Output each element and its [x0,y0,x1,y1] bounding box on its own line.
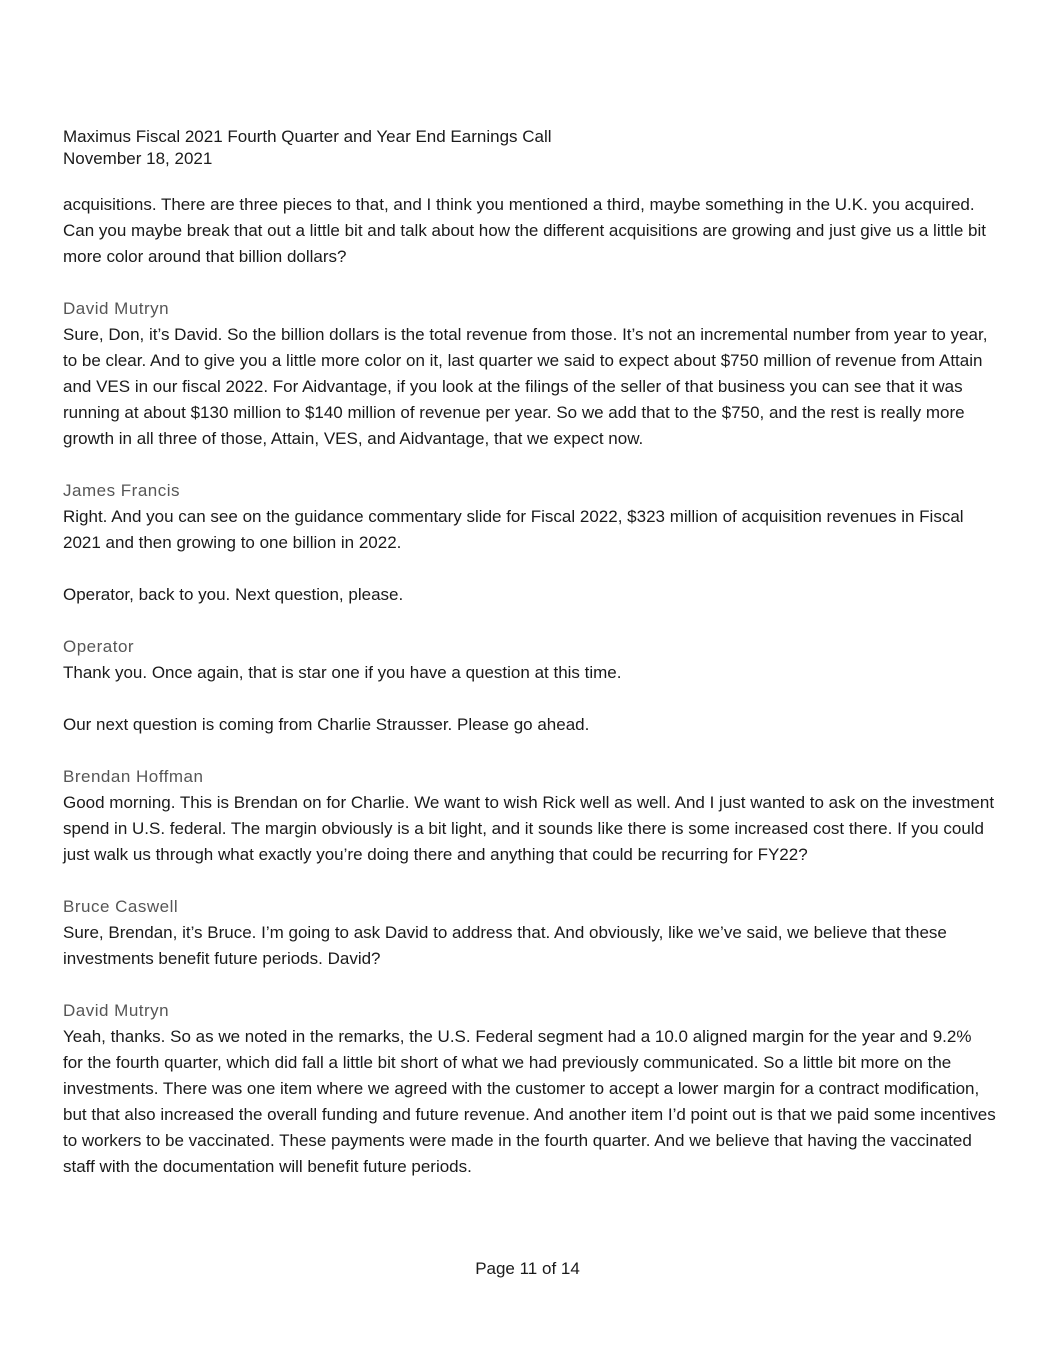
transcript-paragraph: Good morning. This is Brendan on for Charlie. We want to wish Rick well as well. And I just wanted to ask on the investment spend in U.S. federal. The margin obviously is a bit light, and it sounds like there is some increased cost there. If you could just walk us through what exactly you’re doing there and anything that could be recurring for FY22? [63,793,995,864]
page-content [63,126,996,1180]
transcript-paragraph: Sure, Brendan, it’s Bruce. I’m going to ask David to address that. And obviously, like we’ve said, we believe that these investments benefit future periods. David? [63,923,947,968]
transcript-paragraph: acquisitions. There are three pieces to that, and I think you mentioned a third, maybe something in the U.K. you acquired. Can you maybe break that out a little bit and talk about how the different acquisitions are growing and just give us a little bit more color around that billion dollars? [63,195,986,266]
transcript-paragraph: Right. And you can see on the guidance commentary slide for Fiscal 2022, $323 million of acquisition revenues in Fiscal 2021 and then growing to one billion in 2022. [63,507,964,552]
transcript-paragraph: Operator, back to you. Next question, please. [63,585,404,604]
page-footer [0,1256,1055,1282]
document-title: Maximus Fiscal 2021 Fourth Quarter and Year End Earnings Call [63,127,552,146]
transcript-paragraph: Our next question is coming from Charlie Strausser. Please go ahead. [63,715,590,734]
transcript-paragraph: Sure, Don, it’s David. So the billion dollars is the total revenue from those. It’s not an incremental number from year to year, to be clear. And to give you a little more color on it, last quarter we said to expect about $750 million of revenue from Attain and VES in our fiscal 2022. For Aidvantage, if you look at the filings of the seller of that business you can see that it was running at about $130 million to $140 million of revenue per year. So we add that to the $750, and the rest is really more growth in all three of those, Attain, VES, and Aidvantage, that we expect now. [63,325,988,448]
transcript-blocks [63,192,996,1180]
speaker-name: David Mutryn [63,299,170,318]
speaker-name: Brendan Hoffman [63,767,204,786]
page-number: Page 11 of 14 [475,1259,580,1278]
transcript-paragraph: Yeah, thanks. So as we noted in the remarks, the U.S. Federal segment had a 10.0 aligned margin for the year and 9.2% for the fourth quarter, which did fall a little bit short of what we had previously communicated. So a little bit more on the investments. There was one item where we agreed with the customer to accept a lower margin for a contract modification, but that also increased the overall funding and future revenue. And another item I’d point out is that we paid some incentives to workers to be vaccinated. These payments were made in the fourth quarter. And we believe that having the vaccinated staff with the documentation will benefit future periods. [63,1027,996,1176]
speaker-name: David Mutryn [63,1001,170,1020]
speaker-name: Operator [63,637,135,656]
document-date: November 18, 2021 [63,149,213,168]
speaker-name: James Francis [63,481,181,500]
document-header [63,126,996,170]
speaker-name: Bruce Caswell [63,897,179,916]
transcript-paragraph: Thank you. Once again, that is star one if you have a question at this time. [63,663,622,682]
